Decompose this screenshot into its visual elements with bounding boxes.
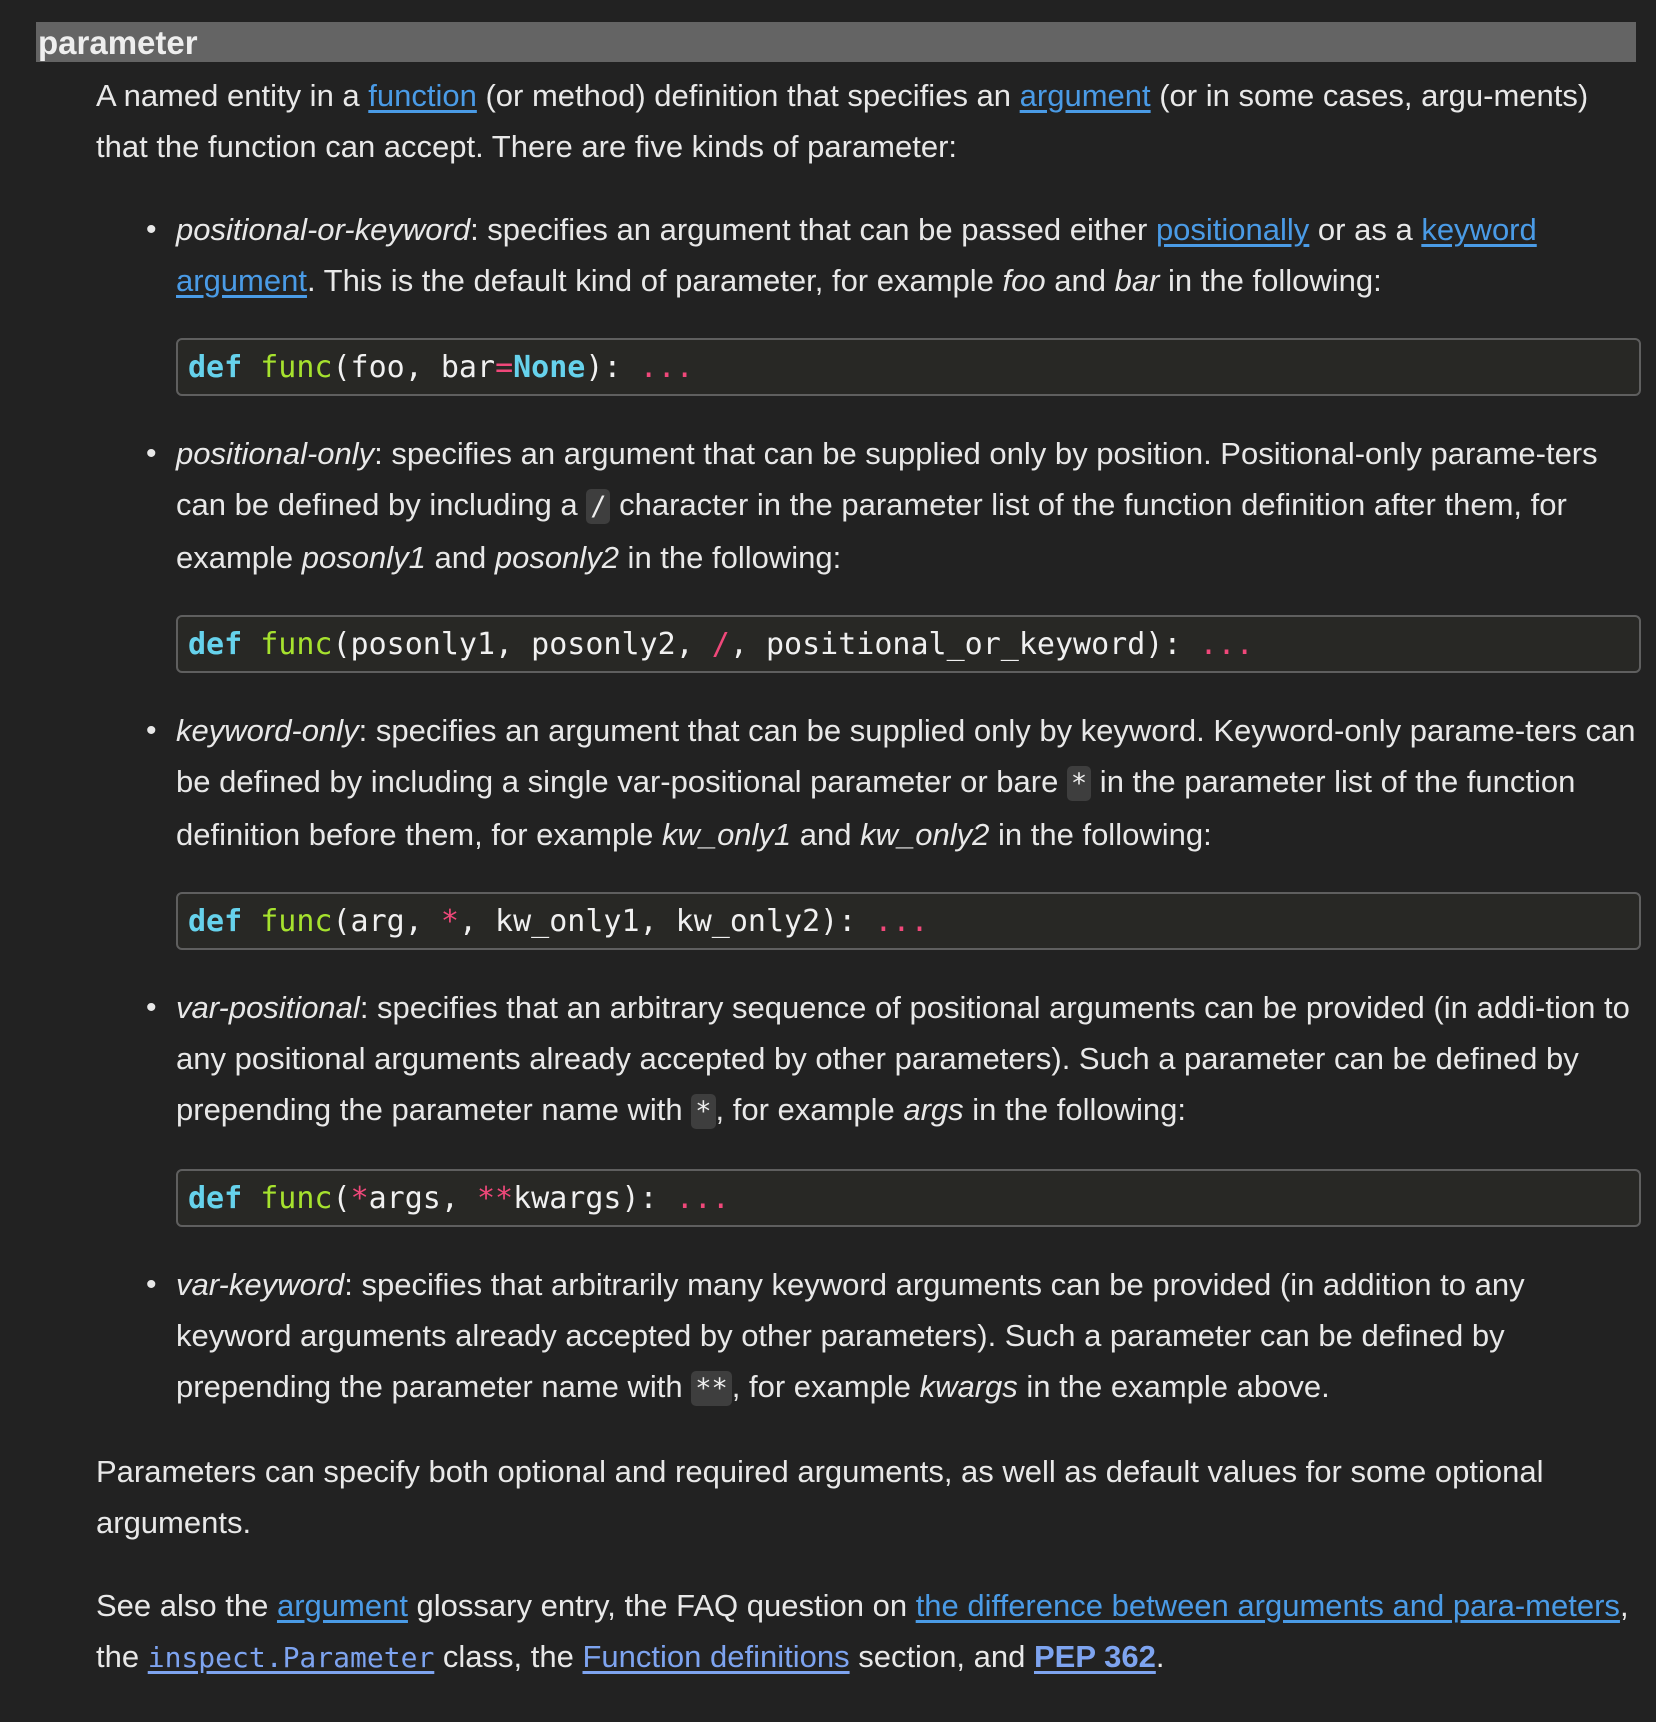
list-item-positional-or-keyword	[96, 204, 1641, 396]
code-text: , kw_only1, kw_only2):	[458, 904, 875, 939]
text: : specifies an argument that can be supplied only by keyword. Keyword-only parame-ters can be defined by including a single var-positional parameter or bare	[176, 713, 1636, 799]
text: : specifies an argument that can be supplied only by position. Positional-only parame-ters can be defined by including a	[176, 436, 1598, 522]
example-name: args	[903, 1092, 964, 1127]
text: in the following:	[618, 540, 842, 575]
code-block	[176, 615, 1641, 673]
text: glossary entry, the FAQ question on	[407, 1588, 916, 1623]
intro-paragraph	[96, 70, 1641, 172]
code-keyword: def	[188, 1181, 243, 1216]
code-ellipsis: ...	[675, 1181, 730, 1216]
code-operator: **	[477, 1181, 514, 1216]
code-operator: =	[495, 350, 514, 385]
code-ellipsis: ...	[639, 350, 694, 385]
code-text: (	[332, 1181, 351, 1216]
text: and	[1045, 263, 1115, 298]
inline-code: *	[691, 1094, 715, 1129]
definition-body	[96, 70, 1641, 1683]
code-operator: *	[350, 1181, 369, 1216]
inline-code: /	[586, 489, 610, 524]
example-name: posonly2	[494, 540, 619, 575]
link-pep-362[interactable]: PEP 362	[1034, 1639, 1156, 1674]
example-name: posonly1	[301, 540, 426, 575]
code-function: func	[260, 904, 333, 939]
text: See also the	[96, 1588, 277, 1623]
code-text: ):	[585, 350, 640, 385]
code-keyword: def	[188, 904, 243, 939]
kind-name: positional-only	[176, 436, 375, 471]
text: class, the	[434, 1639, 583, 1674]
kind-name: keyword-only	[176, 713, 359, 748]
text: in the parameter list of the function definition before them, for example	[176, 764, 1576, 852]
list-item-positional-only	[96, 428, 1641, 673]
code-operator: *	[440, 904, 459, 939]
code-text: (arg,	[332, 904, 441, 939]
list-item-keyword-only	[96, 705, 1641, 950]
parameter-kinds-list	[96, 204, 1641, 1414]
code-ellipsis: ...	[874, 904, 929, 939]
kind-name: var-positional	[176, 990, 360, 1025]
code-text: kwargs):	[513, 1181, 676, 1216]
code-function: func	[260, 627, 333, 662]
text: .	[1155, 1639, 1165, 1674]
code-ellipsis: ...	[1199, 627, 1254, 662]
link-keyword-argument[interactable]: keyword argument	[176, 212, 1537, 298]
text: A named entity in a	[96, 78, 369, 113]
code-operator: /	[711, 627, 730, 662]
text: in the following:	[963, 1092, 1186, 1127]
optional-required-paragraph: Parameters can specify both optional and required arguments, as well as default values for some optional arguments.	[96, 1454, 1544, 1540]
example-name: kwargs	[919, 1369, 1018, 1404]
code-block	[176, 892, 1641, 950]
example-name: kw_only2	[860, 817, 990, 852]
text: or as a	[1309, 212, 1422, 247]
list-item-var-positional	[96, 982, 1641, 1227]
link-argument-glossary[interactable]: argument	[276, 1588, 408, 1623]
link-positionally[interactable]: positionally	[1155, 212, 1310, 247]
link-inspect-parameter-code: inspect.Parameter	[147, 1641, 435, 1674]
text: , for example	[715, 1092, 904, 1127]
text: in the following:	[989, 817, 1212, 852]
text: in the following:	[1159, 263, 1382, 298]
text: section, and	[849, 1639, 1034, 1674]
code-text: args,	[368, 1181, 477, 1216]
text: : specifies an argument that can be passed either	[470, 212, 1156, 247]
text: , the	[96, 1588, 1629, 1674]
code-text: (foo, bar	[332, 350, 496, 385]
kind-name: var-keyword	[176, 1267, 345, 1302]
example-name: foo	[1002, 263, 1046, 298]
code-function: func	[260, 1181, 333, 1216]
text: (or in some cases, argu-ments) that the function can accept. There are five kinds of parameter:	[96, 78, 1589, 164]
example-name: kw_only1	[661, 817, 792, 852]
code-block	[176, 1169, 1641, 1227]
code-function: func	[260, 350, 333, 385]
code-text: (posonly1, posonly2,	[332, 627, 712, 662]
text: in the example above.	[1017, 1369, 1330, 1404]
link-inspect-parameter[interactable]	[148, 1639, 435, 1674]
link-faq-difference[interactable]: the difference between arguments and para-meters	[915, 1588, 1620, 1623]
code-block	[176, 338, 1641, 396]
text: , for example	[731, 1369, 920, 1404]
inline-code: *	[1067, 766, 1091, 801]
text: : specifies that arbitrarily many keyword arguments can be provided (in addition to any keyword arguments already accepted by other parameters). Such a parameter can be defined by prepending the parameter name with	[176, 1267, 1525, 1404]
text: and	[425, 540, 495, 575]
text: (or method) definition that specifies an	[476, 78, 1020, 113]
text: character in the parameter list of the function definition after them, for example	[176, 487, 1567, 575]
inline-code: **	[691, 1371, 732, 1406]
text: . This is the default kind of parameter, for example	[306, 263, 1003, 298]
code-keyword: def	[188, 627, 243, 662]
list-item-var-keyword	[96, 1259, 1641, 1414]
link-function[interactable]: function	[368, 78, 477, 113]
text: and	[791, 817, 861, 852]
kind-name: positional-or-keyword	[176, 212, 471, 247]
code-constant: None	[513, 350, 586, 385]
code-text: , positional_or_keyword):	[729, 627, 1200, 662]
see-also-paragraph	[96, 1580, 1641, 1683]
text: : specifies that an arbitrary sequence of positional arguments can be provided (in addi-tion to any positional arguments already accepted by other parameters). Such a parameter can be defined by prepending the parameter name with	[176, 990, 1630, 1127]
link-function-definitions[interactable]: Function definitions	[582, 1639, 850, 1674]
link-argument[interactable]: argument	[1019, 78, 1151, 113]
glossary-term: parameter	[36, 22, 1636, 62]
code-keyword: def	[188, 350, 243, 385]
example-name: bar	[1114, 263, 1160, 298]
